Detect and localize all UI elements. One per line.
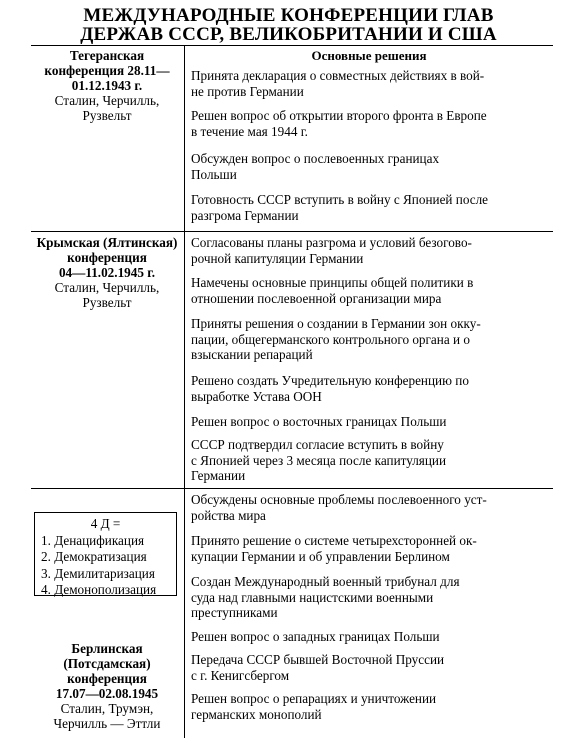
decision-line: Германии — [191, 468, 246, 484]
conference-name-line: Берлинская — [71, 641, 143, 656]
decision-line: Передача СССР бывшей Восточной Пруссии — [191, 652, 445, 667]
decision-item — [191, 629, 549, 645]
decision-item — [191, 437, 549, 484]
title-line-1: МЕЖДУНАРОДНЫЕ КОНФЕРЕНЦИИ ГЛАВ — [83, 5, 494, 26]
page-title — [0, 6, 577, 44]
decision-line: Готовность СССР вступить в войну с Японией после — [191, 192, 489, 207]
decision-item — [191, 108, 549, 139]
conference-leaders: Сталин, Трумэн, — [60, 701, 154, 716]
conferences-table — [31, 45, 553, 738]
decision-line: Обсуждены основные проблемы послевоенного уст- — [191, 492, 487, 507]
conference-name-line: конференция — [67, 250, 147, 265]
decision-line: СССР подтвердил согласие вступить в войну — [191, 437, 444, 452]
decision-item — [191, 414, 549, 430]
four-d-item: 1. Денацификация — [41, 532, 145, 548]
decision-item — [191, 151, 549, 182]
decision-item — [191, 691, 549, 722]
four-d-item: 4. Демонополизация — [41, 582, 157, 597]
conference-name-line: Тегеранская — [69, 48, 145, 63]
decision-item — [191, 652, 549, 683]
decision-line: не против Германии — [191, 83, 304, 99]
decision-line: отношении послевоенной организации мира — [191, 290, 442, 306]
decision-line: выработке Устава ООН — [191, 388, 322, 404]
decision-line: преступниками — [191, 605, 278, 621]
decision-line: в течение мая 1944 г. — [191, 123, 308, 139]
decision-line: Обсужден вопрос о послевоенных границах — [191, 151, 440, 166]
decision-line: Намечены основные принципы общей политики в — [191, 275, 474, 290]
decision-item — [191, 316, 549, 363]
row-divider — [31, 488, 553, 489]
conference-name-line: Крымская (Ялтинская) — [36, 235, 178, 250]
conference-name-line: конференция 28.11— — [44, 63, 170, 78]
decision-line: Польши — [191, 166, 237, 182]
decision-line: с Японией через 3 месяца после капитуляции — [191, 452, 447, 468]
decision-line: пации, общегерманского контрольного органа и о — [191, 331, 470, 347]
decision-line: суда над главными нацистскими военными — [191, 589, 434, 605]
decisions-header: Основные решения — [311, 48, 427, 63]
decision-line: Принята декларация о совместных действиях в вой- — [191, 68, 485, 83]
conference-date: 04—11.02.1945 г. — [58, 265, 156, 280]
decision-item — [191, 235, 549, 266]
conference-potsdam — [31, 641, 183, 731]
decision-line: Принято решение о системе четырехсторонней ок- — [191, 533, 477, 548]
title-line-2: ДЕРЖАВ СССР, ВЕЛИКОБРИТАНИИ И США — [80, 24, 497, 45]
decision-line: Решен вопрос об открытии второго фронта в Европе — [191, 108, 487, 123]
row-divider — [31, 231, 553, 232]
conference-date: 01.12.1943 г. — [71, 78, 143, 93]
conference-leaders: Рузвельт — [82, 295, 132, 310]
decision-line: Решен вопрос о репарациях и уничтожении — [191, 691, 437, 706]
decision-item — [191, 492, 549, 523]
conference-leaders: Сталин, Черчилль, — [54, 93, 160, 108]
conference-date: 17.07—02.08.1945 — [55, 686, 159, 701]
decision-line: Решен вопрос о восточных границах Польши — [191, 414, 447, 429]
decision-line: разгрома Германии — [191, 207, 299, 223]
four-d-item: 2. Демократизация — [41, 549, 147, 564]
decision-item — [191, 275, 549, 306]
decision-line: рочной капитуляции Германии — [191, 250, 364, 266]
conference-leaders: Черчилль — Эттли — [53, 716, 161, 731]
decision-item — [191, 192, 549, 223]
decision-line: Решен вопрос о западных границах Польши — [191, 629, 440, 644]
decision-line: Согласованы планы разгрома и условий безогово- — [191, 235, 472, 250]
conference-name-line: конференция — [67, 671, 147, 686]
decision-item — [191, 373, 549, 404]
four-d-title: 4 Д = — [90, 516, 121, 531]
conference-leaders: Рузвельт — [82, 108, 132, 123]
four-d-box — [34, 512, 177, 596]
decision-line: германских монополий — [191, 706, 322, 722]
column-divider — [184, 46, 185, 738]
decision-item — [191, 574, 549, 621]
decision-line: Создан Международный военный трибунал для — [191, 574, 460, 589]
decision-line: купации Германии и об управлении Берлином — [191, 548, 450, 564]
decision-line: ройства мира — [191, 507, 266, 523]
decision-line: Решено создать Учредительную конференцию по — [191, 373, 469, 388]
four-d-item: 3. Демилитаризация — [41, 565, 155, 581]
decision-line: Приняты решения о создании в Германии зон окку- — [191, 316, 481, 331]
conference-leaders: Сталин, Черчилль, — [54, 280, 160, 295]
decision-line: с г. Кенигсбергом — [191, 667, 290, 683]
conference-name-line: (Потсдамская) — [63, 656, 151, 671]
decision-item — [191, 68, 549, 99]
conference-tehran — [31, 48, 183, 123]
conference-yalta — [31, 235, 183, 310]
decision-line: взыскании репараций — [191, 347, 313, 363]
decision-item — [191, 533, 549, 564]
